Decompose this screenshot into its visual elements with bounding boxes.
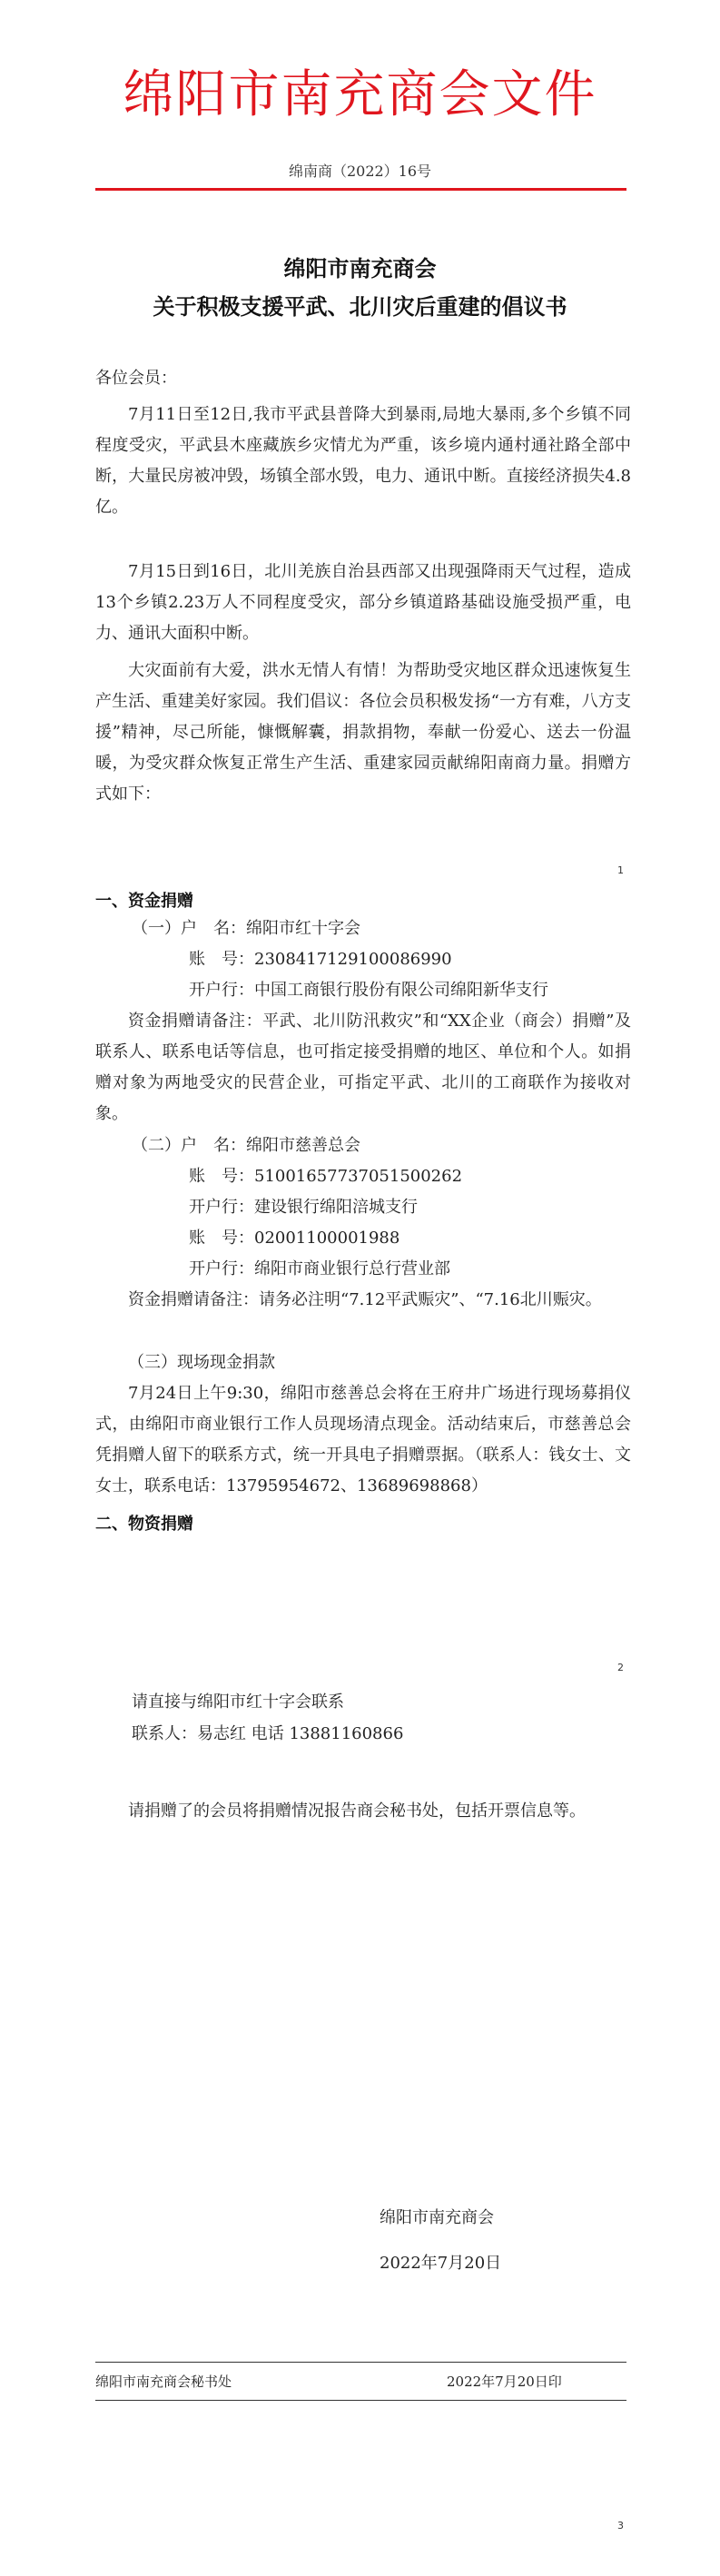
page-number-3: 3 (617, 2520, 624, 2532)
document-red-title: 绵阳市南充商会文件 (123, 65, 597, 124)
funds-note-2: 资金捐赠请备注：请务必注明“7.12平武赈灾”、“7.16北川赈灾。 (128, 1290, 602, 1309)
acct2-number-label: 账 号： (189, 1167, 254, 1186)
signature-date: 2022年7月20日 (380, 2254, 502, 2273)
acct1-bank-value: 中国工商银行股份有限公司绵阳新华支行 (254, 981, 548, 1000)
funds-note-1: 资金捐赠请备注：平武、北川防汛救灾”和“XX企业（商会）捐赠”及联系人、联系电话等信息，也可指定接受捐赠的地区、单位和个人。如捐赠对象为两地受灾的民营企业，可指定平武、北川的工商联作为接收对象。 (95, 1012, 631, 1123)
acct1-number (189, 944, 452, 975)
acct2-bank-value: 建设银行绵阳涪城支行 (254, 1198, 418, 1217)
paragraph-appeal: 大灾面前有大爱，洪水无情人有情！为帮助受灾地区群众迅速恢复生产生活、重建美好家园。我们倡议：各位会员积极发扬“一方有难，八方支援”精神，尽己所能，慷慨解囊，捐款捐物，奉献一份爱心、送去一份温暖，为受灾群众恢复正常生产生活、重建家园贡献绵阳南商力量。捐赠方式如下： (95, 661, 631, 804)
acct2-number-value: 51001657737051500262 (254, 1167, 463, 1186)
acct1-holder-label: （一）户 名： (132, 919, 246, 938)
footer-print-date: 2022年7月20日印 (447, 2374, 562, 2390)
footer-issuer: 绵阳市南充商会秘书处 (95, 2374, 232, 2390)
heading-org: 绵阳市南充商会 (283, 255, 437, 281)
goods-contact-instruction: 请直接与绵阳市红十字会联系 (132, 1693, 344, 1712)
acct2-bank (189, 1192, 418, 1223)
acct1-bank-label: 开户行： (189, 981, 254, 1000)
section-goods-title: 二、物资捐赠 (95, 1515, 193, 1534)
acct2-holder (132, 1130, 360, 1161)
acct2-number2-value: 02001100001988 (254, 1229, 400, 1248)
acct1-holder-name: 绵阳市红十字会 (246, 919, 360, 938)
section-funds-title: 一、资金捐赠 (95, 892, 193, 911)
cash-donation-text: 7月24日上午9:30，绵阳市慈善总会将在王府井广场进行现场募捐仪式，由绵阳市商业银行工作人员现场清点现金。活动结束后，市慈善总会凭捐赠人留下的联系方式，统一开具电子捐赠票据。（联系人：钱女士、文女士，联系电话：13795954672、13689698868） (95, 1384, 631, 1495)
closing-paragraph: 请捐赠了的会员将捐赠情况报告商会秘书处，包括开票信息等。 (128, 1801, 586, 1821)
footer-bottom-rule (95, 2400, 626, 2401)
acct1-holder (132, 913, 360, 944)
document-number: 绵南商（2022）16号 (288, 163, 432, 180)
acct2-bank-2 (189, 1254, 450, 1285)
acct1-bank (189, 975, 548, 1006)
salutation: 各位会员： (95, 369, 177, 388)
acct2-bank2-value: 绵阳市商业银行总行营业部 (254, 1259, 450, 1278)
acct2-bank2-label: 开户行： (189, 1259, 254, 1278)
acct1-number-label: 账 号： (189, 950, 254, 969)
heading-subject: 关于积极支援平武、北川灾后重建的倡议书 (153, 293, 567, 320)
acct2-number2-label: 账 号： (189, 1229, 254, 1248)
goods-contact-person: 联系人：易志红 电话 13881160866 (132, 1724, 404, 1743)
acct1-number-value: 2308417129100086990 (254, 950, 452, 969)
footer-top-rule (95, 2362, 626, 2363)
cash-donation-title: （三）现场现金捐款 (128, 1353, 275, 1372)
acct2-holder-name: 绵阳市慈善总会 (246, 1136, 360, 1155)
page-number-2: 2 (617, 1662, 624, 1673)
acct2-number (189, 1161, 462, 1192)
acct2-holder-label: （二）户 名： (132, 1136, 246, 1155)
paragraph-beichuan: 7月15日到16日，北川羌族自治县西部又出现强降雨天气过程，造成13个乡镇2.23万人不同程度受灾，部分乡镇道路基础设施受损严重，电力、通讯大面积中断。 (95, 562, 631, 643)
paragraph-pingwu: 7月11日至12日,我市平武县普降大到暴雨,局地大暴雨,多个乡镇不同程度受灾，平武县木座藏族乡灾情尤为严重，该乡境内通村通社路全部中断，大量民房被冲毁，场镇全部水毁，电力、通讯中断。直接经济损失4.8亿。 (95, 405, 631, 517)
signature-org: 绵阳市南充商会 (380, 2208, 494, 2227)
acct2-bank-label: 开户行： (189, 1198, 254, 1217)
page-number-1: 1 (617, 864, 624, 876)
red-divider (95, 188, 626, 191)
acct2-number-2 (189, 1223, 399, 1254)
